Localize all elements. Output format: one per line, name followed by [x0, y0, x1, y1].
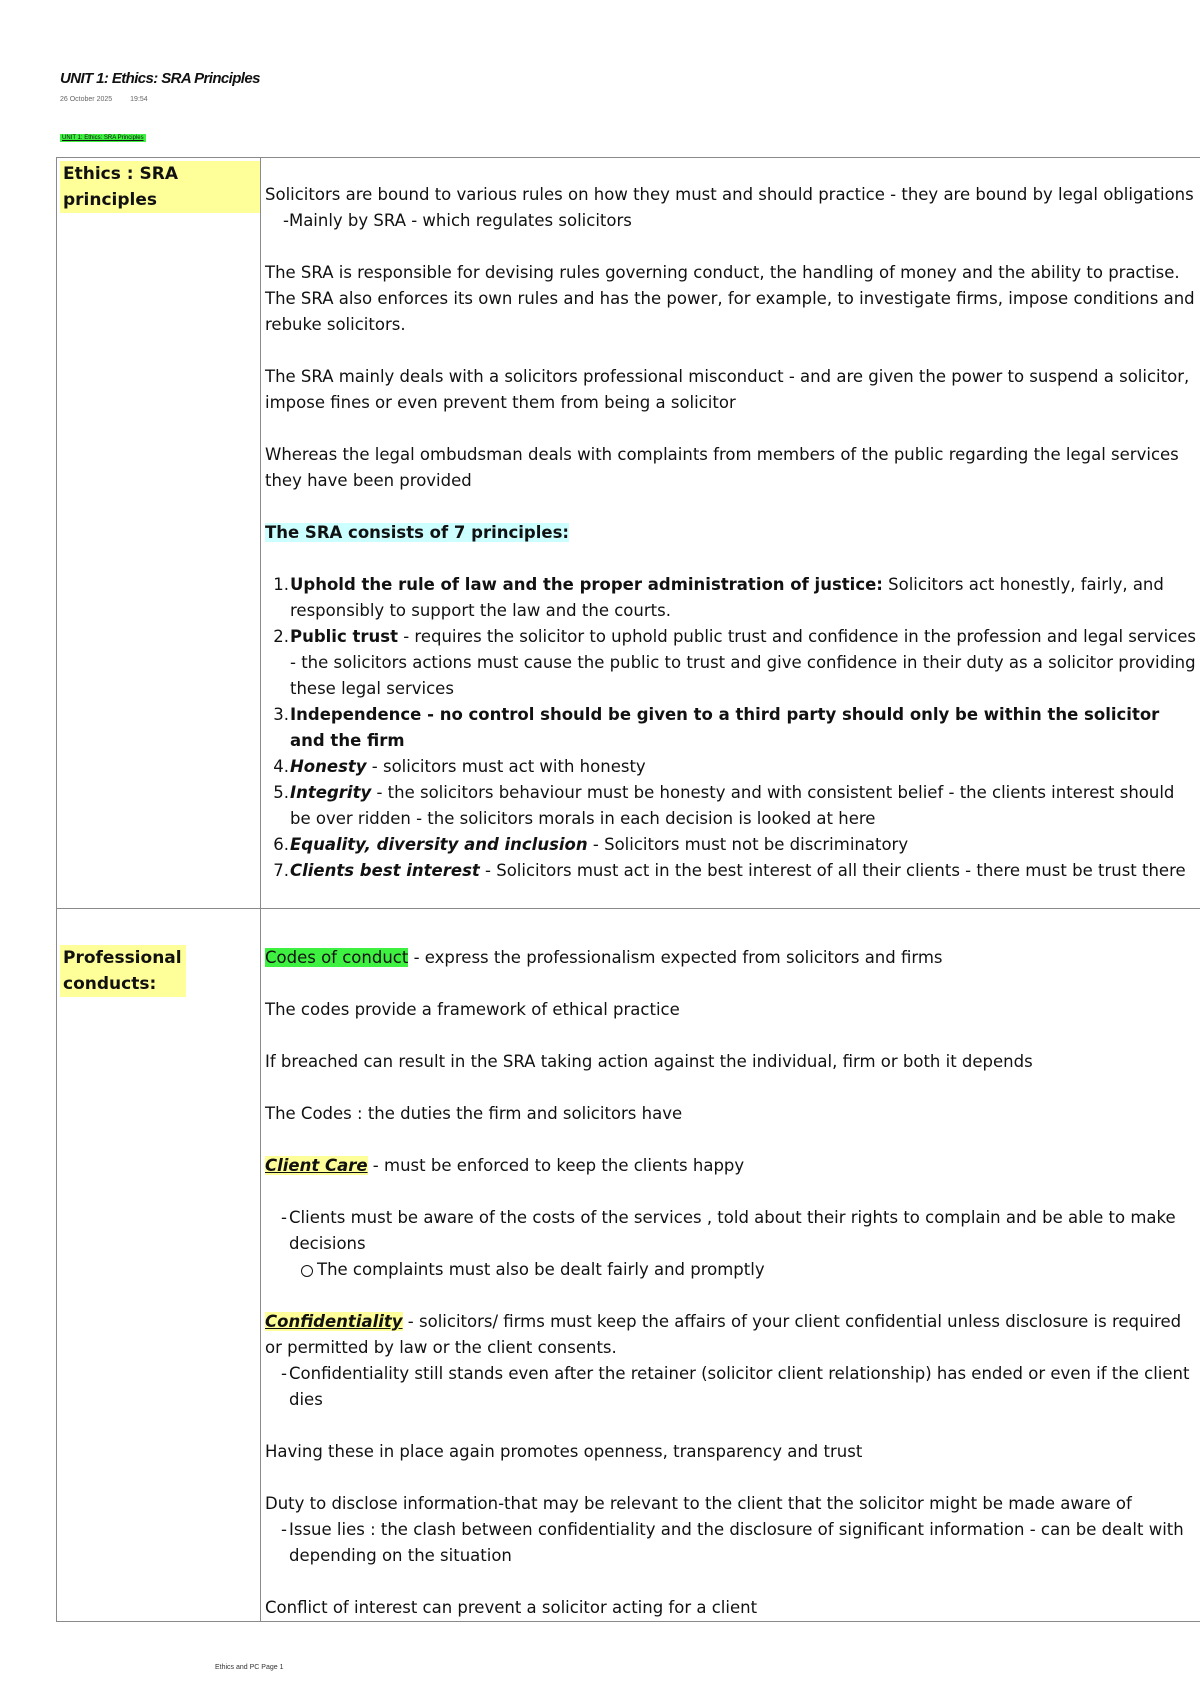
list-item: 7. Clients best interest - Solicitors must act in the best interest of all their clients - there must be trust there [273, 861, 1186, 880]
paragraph: Conflict of interest can prevent a solicitor acting for a client [265, 1598, 758, 1617]
list-item: - Confidentiality still stands even after the retainer (solicitor client relationship) has ended or even if the client dies [281, 1364, 1190, 1409]
list-item: The complaints must also be dealt fairly and promptly [265, 1257, 1197, 1283]
principles-heading: The SRA consists of 7 principles: [265, 523, 570, 542]
paragraph: If breached can result in the SRA taking action against the individual, firm or both it depends [265, 1052, 1033, 1071]
list-item: 3. Independence - no control should be given to a third party should only be within the solicitor and the firm [273, 705, 1160, 750]
paragraph: -Mainly by SRA - which regulates solicitors [283, 211, 632, 230]
paragraph: The Codes : the duties the firm and solicitors have [265, 1104, 683, 1123]
table-row [57, 909, 1200, 1622]
paragraph: Client Care - must be enforced to keep the clients happy [265, 1156, 745, 1175]
paragraph: The SRA mainly deals with a solicitors professional misconduct - and are given the power to suspend a solicitor, impose fines or even prevent them from being a solicitor [265, 367, 1190, 412]
paragraph: The codes provide a framework of ethical practice [265, 1000, 680, 1019]
notes-table [56, 157, 1200, 1622]
paragraph: Having these in place again promotes openness, transparency and trust [265, 1442, 863, 1461]
list-item: 1. Uphold the rule of law and the proper administration of justice: Solicitors act honestly, fairly, and responsibly to support the law and the courts. [273, 575, 1164, 620]
page-meta [60, 96, 148, 103]
label-cell [57, 909, 261, 1622]
paragraph: The SRA is responsible for devising rules governing conduct, the handling of money and the ability to practise. The SRA also enforces its own rules and has the power, for example, to investigate firms, impose conditions and rebuke solicitors. [265, 263, 1195, 334]
list-item: - Clients must be aware of the costs of the services , told about their rights to complain and be able to make decisions [281, 1208, 1176, 1253]
page-time: 19:54 [130, 96, 148, 103]
paragraph: Solicitors are bound to various rules on how they must and should practice - they are bound by legal obligations [265, 185, 1194, 204]
section-label-ethics: Ethics : SRA principles [60, 161, 260, 213]
codes-of-conduct-term: Codes of conduct [265, 948, 409, 967]
paragraph: Confidentiality - solicitors/ firms must keep the affairs of your client confidential unless disclosure is required or permitted by law or the client consents. [265, 1312, 1182, 1357]
list-item: 5. Integrity - the solicitors behaviour must be honesty and with consistent belief - the clients interest should be over ridden - the solicitors morals in each decision is looked at here [273, 783, 1175, 828]
page-footer: Ethics and PC Page 1 [215, 1664, 284, 1671]
circle-bullet-icon [301, 1265, 313, 1277]
page-title: UNIT 1: Ethics: SRA Principles [60, 70, 260, 87]
page-date: 26 October 2025 [60, 96, 113, 103]
content-cell[interactable] [261, 909, 1200, 1622]
content-cell[interactable] [261, 158, 1200, 909]
list-item: 6. Equality, diversity and inclusion - Solicitors must not be discriminatory [273, 835, 909, 854]
list-item: - Issue lies : the clash between confidentiality and the disclosure of significant information - can be dealt with depending on the situation [281, 1520, 1184, 1565]
list-item: 4. Honesty - solicitors must act with honesty [273, 757, 646, 776]
list-item: 2. Public trust - requires the solicitor to uphold public trust and confidence in the profession and legal services - the solicitors actions must cause the public to trust and give confidence in their duty as a solicitor providing these legal services [273, 627, 1196, 698]
paragraph: Whereas the legal ombudsman deals with complaints from members of the public regarding the legal services they have been provided [265, 445, 1179, 490]
confidentiality-term: Confidentiality [265, 1312, 403, 1331]
paragraph: Codes of conduct - express the professionalism expected from solicitors and firms [265, 948, 943, 967]
section-label-professional-conducts: Professional conducts: [60, 945, 186, 997]
table-row [57, 158, 1200, 909]
paragraph: Duty to disclose information-that may be relevant to the client that the solicitor might be made aware of [265, 1494, 1132, 1513]
page-link[interactable]: UNIT 1: Ethics: SRA Principles [62, 135, 144, 141]
label-cell [57, 158, 261, 909]
client-care-term: Client Care [265, 1156, 368, 1175]
